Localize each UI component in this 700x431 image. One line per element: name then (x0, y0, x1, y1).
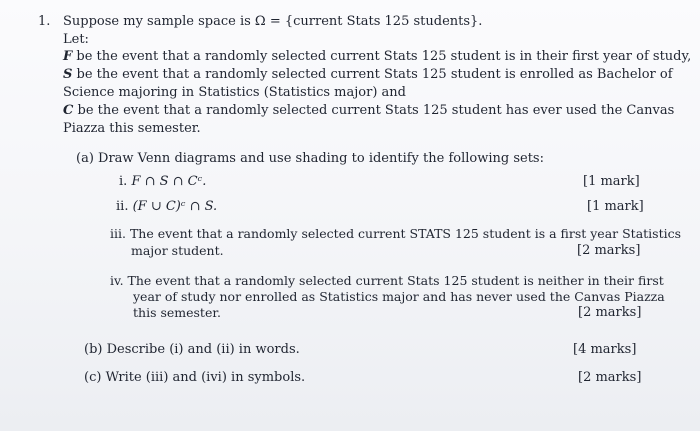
part-a-iv-label: iv. (110, 273, 124, 288)
part-c-text: Write (iii) and (ivi) in symbols. (105, 370, 306, 385)
part-b-marks: [4 marks] (573, 342, 637, 357)
event-f-text: be the event that a randomly selected current Stats 125 student is in their first year of study, (76, 49, 692, 64)
part-a-iii (110, 226, 681, 242)
event-f-symbol: F (63, 49, 73, 64)
part-b (84, 342, 300, 358)
part-a-ii-marks: [1 mark] (587, 199, 644, 214)
part-a-iii-label: iii. (110, 226, 126, 241)
part-a-iv-text: The event that a randomly selected current Stats 125 student is neither in their first (127, 273, 664, 288)
part-a-iv (110, 273, 664, 289)
event-s-text-cont: Science majoring in Statistics (Statistics major) and (63, 85, 406, 100)
event-s-text: be the event that a randomly selected current Stats 125 student is enrolled as Bachelor of (76, 67, 673, 82)
part-c (84, 370, 305, 386)
part-a-ii-label: ii. (116, 199, 129, 214)
part-b-label: (b) (84, 342, 103, 357)
part-a-iii-text-cont: major student. (131, 243, 224, 258)
part-a-iv-text-cont: year of study nor enrolled as Statistics major and has never used the Canvas Piazza (133, 289, 665, 304)
event-c-symbol: C (63, 103, 74, 118)
part-a-iv-text-cont2: this semester. (133, 305, 221, 320)
event-f-definition (63, 49, 691, 65)
event-c-definition (63, 103, 674, 119)
part-a-iii-text: The event that a randomly selected current STATS 125 student is a first year Statistics (129, 226, 682, 241)
part-a-iv-marks: [2 marks] (578, 305, 642, 320)
let-label: Let: (63, 32, 89, 47)
sample-space-statement: Suppose my sample space is Ω = {current Stats 125 students}. (63, 14, 483, 29)
part-a-prompt: (a) Draw Venn diagrams and use shading to identify the following sets: (76, 151, 544, 166)
part-a-ii (116, 199, 217, 215)
event-s-definition (63, 67, 673, 83)
part-a-i (119, 174, 206, 190)
part-a-i-expression: F ∩ S ∩ Cᶜ. (131, 174, 207, 189)
part-a-i-marks: [1 mark] (583, 174, 640, 189)
part-a-i-label: i. (119, 174, 128, 189)
question-number: 1. (38, 14, 51, 29)
part-b-text: Describe (i) and (ii) in words. (106, 342, 300, 357)
event-s-symbol: S (63, 67, 73, 82)
event-c-text-cont: Piazza this semester. (63, 121, 201, 136)
part-a-iii-marks: [2 marks] (577, 243, 641, 258)
part-c-marks: [2 marks] (578, 370, 642, 385)
part-a-ii-expression: (F ∪ C)ᶜ ∩ S. (132, 199, 218, 214)
part-c-label: (c) (84, 370, 102, 385)
event-c-text: be the event that a randomly selected current Stats 125 student has ever used the Canvas (77, 103, 675, 118)
